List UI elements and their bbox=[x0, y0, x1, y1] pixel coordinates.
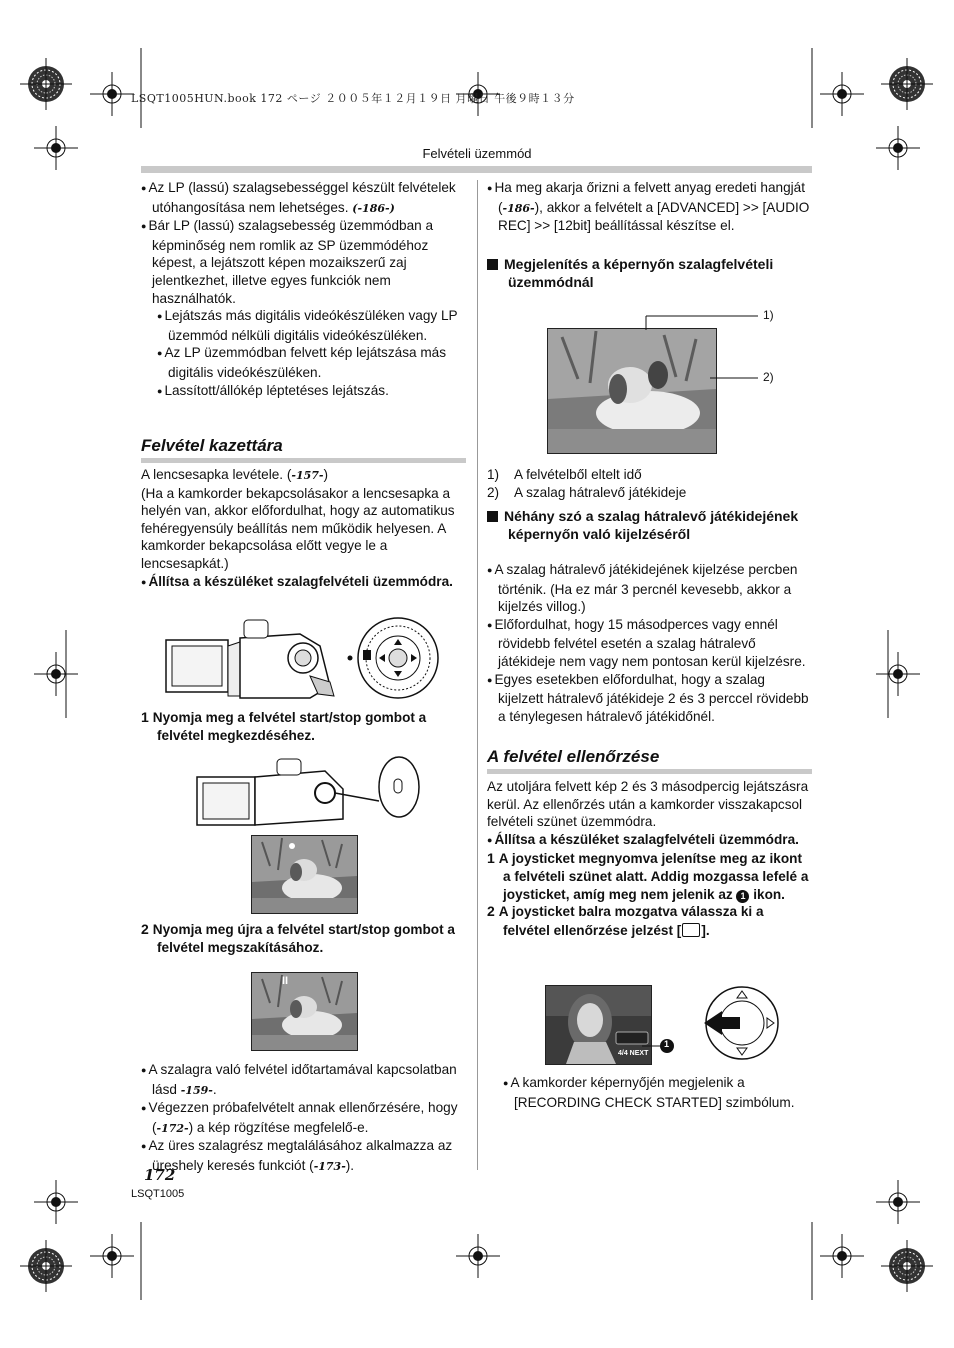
document-code: LSQT1005 bbox=[131, 1188, 185, 1200]
display-legend bbox=[487, 466, 812, 501]
callout-1-marker-label: 1 bbox=[664, 1039, 670, 1049]
lens-cap-note: (Ha a kamkorder bekapcsolásakor a lencsesapka a helyén van, akkor előfordulhat, hogy az automatikus fehéregyensúly beállítás nem működik helyesen. A kamkorder bekapcsolása előtt vegye le a lencsesapkát.) bbox=[141, 485, 455, 571]
bullet-audio-12bit: ● Ha meg akarja őrizni a felvett anyag eredeti hangját (-186-), akkor a felvételt a [ADVANCED] >> [AUDIO REC] >> [12bit] beállítással készítse el. bbox=[487, 179, 812, 235]
check-step-2: 2 A joysticket balra mozgatva válassza ki a felvétel ellenőrzése jelzést [ ]. bbox=[487, 903, 764, 938]
sub-bullet: ● Lejátszás más digitális videókészüléken vagy LP üzemmód nélküli digitális videókészüléken. bbox=[141, 307, 467, 344]
sub-bullet: ● Az LP üzemmódban felvett kép lejátszása más digitális videókészüléken. bbox=[141, 344, 467, 381]
dog-image bbox=[252, 973, 357, 1050]
tail-bullets bbox=[141, 1061, 467, 1176]
woman-photo-screen bbox=[545, 985, 652, 1065]
header-bar bbox=[141, 166, 812, 173]
display-title: Megjelenítés a képernyőn szalagfelvételi üzemmódnál bbox=[504, 256, 774, 290]
bullet-recording-time: ● A szalagra való felvétel időtartamával kapcsolatban lásd -159-. bbox=[141, 1061, 467, 1099]
section-record-to-tape bbox=[141, 436, 466, 467]
screen-next-label: 4/4 NEXT bbox=[618, 1050, 649, 1057]
bullet-lp-quality: ● Bár LP (lassú) szalagsebesség üzemmódban a képminőség nem romlik az SP üzemmódéhoz képest, a lejátszott képen mozaikszerű zaj jelentkezhet, illetve egyes funkciók nem használhatók. bbox=[141, 217, 467, 307]
dog-photo-paused bbox=[251, 972, 358, 1051]
remaining-heading bbox=[487, 508, 812, 543]
check-title: A felvétel ellenőrzése bbox=[487, 747, 660, 766]
legend-item-elapsed: 1) A felvételből eltelt idő bbox=[487, 467, 642, 482]
section-title: Felvétel kazettára bbox=[141, 436, 283, 455]
pause-icon: II bbox=[282, 975, 289, 987]
bullet-blank-search: ● Az üres szalagrész megtalálásához alkalmazza az üreshely keresés funkciót (-173-). bbox=[141, 1137, 467, 1175]
audio-bullet-block bbox=[487, 179, 812, 235]
remaining-title: Néhány szó a szalag hátralevő játékidejének képernyőn való kijelzéséről bbox=[504, 508, 799, 542]
running-header: Felvételi üzemmód bbox=[422, 146, 532, 161]
camera-mode-dial-illustration bbox=[160, 616, 442, 702]
record-button-illustration bbox=[193, 755, 423, 830]
dog-image bbox=[252, 836, 357, 913]
circle-1-icon: 1 bbox=[736, 890, 749, 903]
display-heading bbox=[487, 256, 812, 291]
check-set-mode: ● Állítsa a készüléket szalagfelvételi üzemmódra. bbox=[487, 831, 812, 851]
step-2: 2 Nyomja meg újra a felvétel start/stop gombot a felvétel megszakításához. bbox=[141, 921, 455, 955]
joystick-left-icon bbox=[702, 983, 782, 1063]
remaining-bullets bbox=[487, 561, 812, 725]
lens-cap-line: A lencsesapka levétele. (-157-) bbox=[141, 467, 328, 482]
check-body bbox=[487, 778, 812, 939]
bullet-15-seconds: ● Előfordulhat, hogy 15 másodperces vagy ennél rövidebb felvétel esetén a szalag hátralevő játékideje nem vagy nem pontosan kerül kijelzésre. bbox=[487, 616, 812, 671]
column-divider bbox=[477, 180, 478, 1170]
section-recording-check bbox=[487, 747, 812, 778]
square-bullet-icon bbox=[487, 259, 498, 270]
square-bullet-icon bbox=[487, 511, 498, 522]
section-rule bbox=[487, 769, 812, 774]
callout-1-pointer bbox=[640, 1036, 680, 1056]
bullet-test-recording: ● Végezzen próbafelvételt annak ellenőrzésére, hogy (-172-) a kép rögzítése megfelelő-e. bbox=[141, 1099, 467, 1137]
sub-bullet: ● Lassított/állókép léptetéses lejátszás. bbox=[141, 382, 467, 402]
set-tape-mode: ● Állítsa a készüléket szalagfelvételi üzemmódra. bbox=[141, 573, 467, 593]
bullet-shorter: ● Egyes esetekben előfordulhat, hogy a szalag kijelzett hátralevő játékideje 2 és 3 perccel rövidebb a ténylegesen hátralevő játékidőnél. bbox=[487, 671, 812, 726]
check-intro: Az utoljára felvett kép 2 és 3 másodpercig lejátszásra kerül. Az ellenőrzés után a kamkorder visszakapcsol felvételi szünet üzemmódra. bbox=[487, 779, 809, 830]
recording-check-icon bbox=[682, 923, 700, 937]
left-column bbox=[141, 179, 467, 401]
page-number: 172 bbox=[144, 1166, 176, 1184]
dog-photo-recording bbox=[251, 835, 358, 914]
callout-lines bbox=[640, 308, 770, 388]
bullet-lp-dubbing: ● Az LP (lassú) szalagsebességgel készült felvételek utóhangosítása nem lehetséges. (-186-) bbox=[141, 179, 467, 217]
step-1: 1 Nyomja meg a felvétel start/stop gombot a felvétel megkezdéséhez. bbox=[141, 709, 427, 743]
section-rule bbox=[141, 458, 466, 463]
lens-cap-text bbox=[141, 466, 467, 592]
legend-item-remaining: 2) A szalag hátralevő játékideje bbox=[487, 484, 687, 500]
bullet-minutes: ● A szalag hátralevő játékidejének kijelzése percben történik. (Ha ez már 3 percnél kevesebb, akkor a kijelzés villog.) bbox=[487, 561, 812, 616]
bullet-check-started: ● A kamkorder képernyőjén megjelenik a [RECORDING CHECK STARTED] szimbólum. bbox=[503, 1074, 803, 1111]
callout-2-label: 2) bbox=[763, 370, 774, 384]
callout-1-label: 1) bbox=[763, 308, 774, 322]
check-step-1: 1 A joysticket megnyomva jelenítse meg az ikont a felvételi szünet alatt. Addig mozgassa lefelé a joysticket, amíg meg nem jelenik az 1 ikon. bbox=[487, 850, 809, 902]
print-meta-line: LSQT1005HUN.book 172 ページ ２００５年１２月１９日 月曜日 午後９時１３分 bbox=[131, 92, 575, 105]
final-bullet-block bbox=[503, 1074, 803, 1111]
